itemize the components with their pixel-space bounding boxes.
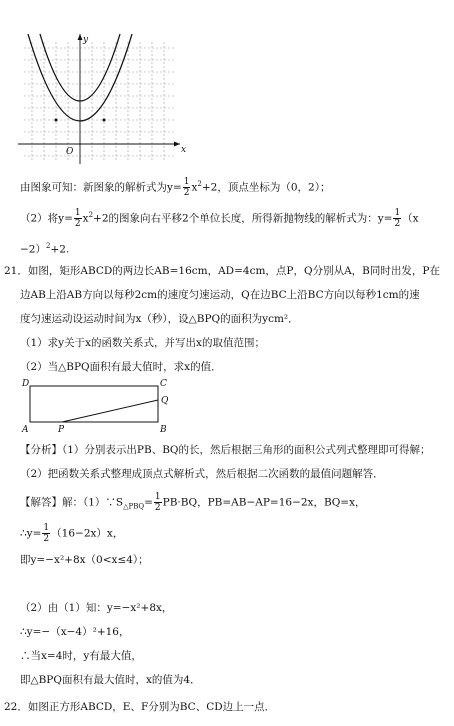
part2-answer-3: ∴当x=4时，y有最大值， [20,650,142,662]
fraction: $\frac{1}{2}$ [43,523,50,544]
part2-answer-1: （2）由（1）知：y=−x²+8x， [20,602,173,614]
y-axis-label: y [83,35,89,45]
solution-line-2: （2）将y= $\frac{1}{2}$ $x^2+2$的图象向右平移2个单位长度，所得新抛物线的解析式为：y= $\frac{1}{2}$ （x [20,208,419,229]
part2-answer-4: 即△BPQ面积有最大值时，x的值为4． [20,674,201,686]
label-a: A [22,425,29,434]
q21-part-1: （1）求y关于x的函数关系式，并写出x的取值范围； [20,337,265,349]
solution-line-1-text: 由图象可知：新图象的解析式为y= [20,181,182,194]
label-b: B [160,425,167,434]
rectangle-figure [18,376,168,434]
label-p: P [58,425,65,434]
origin-label: O [66,147,74,157]
fraction: $\frac{1}{2}$ [154,492,161,513]
parabola-graph [14,28,194,168]
answer-line-1: 【解答】解：$(1)\because S_{\triangle PBQ}=$ $\frac{1}{2}$ PB·BQ，PB=AB−AP=16−2x，BQ=x， [20,492,366,513]
x-axis-label: x [181,145,187,155]
fraction: $\frac{1}{2}$ [394,208,401,229]
label-q: Q [161,396,168,406]
q21-text-1: 21．如图，矩形ABCD的两边长AB=16cm，AD=4cm，点P，Q分别从A，B同时出发，P在 [4,265,440,277]
analysis-2: （2）把函数关系式整理成顶点式解析式，然后根据二次函数的最值问题解答． [20,468,384,480]
part2-answer-2: ∴y=−（x−4）²+16， [20,626,130,638]
answer-line-2: ∴y= $\frac{1}{2}$ （16−2x）x， [20,523,124,544]
solution-line-1: 由图象可知：新图象的解析式为y= $\frac{1}{2}$ $x^2+2$，顶点坐标为（0，2）； [20,177,331,198]
label-d: D [22,379,30,389]
fraction: $\frac{1}{2}$ [74,208,81,229]
answer-line-3: 即y=−x²+8x（0<x≤4）； [20,554,149,566]
analysis-1: 【分析】（1）分别表示出PB、BQ的长，然后根据三角形的面积公式列式整理即可得解； [20,444,431,456]
fraction: $\frac{1}{2}$ [183,177,190,198]
q21-text-3: 度匀速运动设运动时间为x（秒），设△BPQ的面积为ycm²． [20,313,299,325]
label-c: C [160,379,167,389]
solution-line-3: −2）$^2$+2. [20,242,70,256]
q21-part-2: （2）当△BPQ面积有最大值时，求x的值． [20,361,222,373]
q21-text-2: 边AB上沿AB方向以每秒2cm的速度匀速运动，Q在边BC上沿BC方向以每秒1cm的速 [20,289,420,301]
q22-text-1: 22．如图正方形ABCD，E、F分别为BC、CD边上一点． [4,701,276,713]
